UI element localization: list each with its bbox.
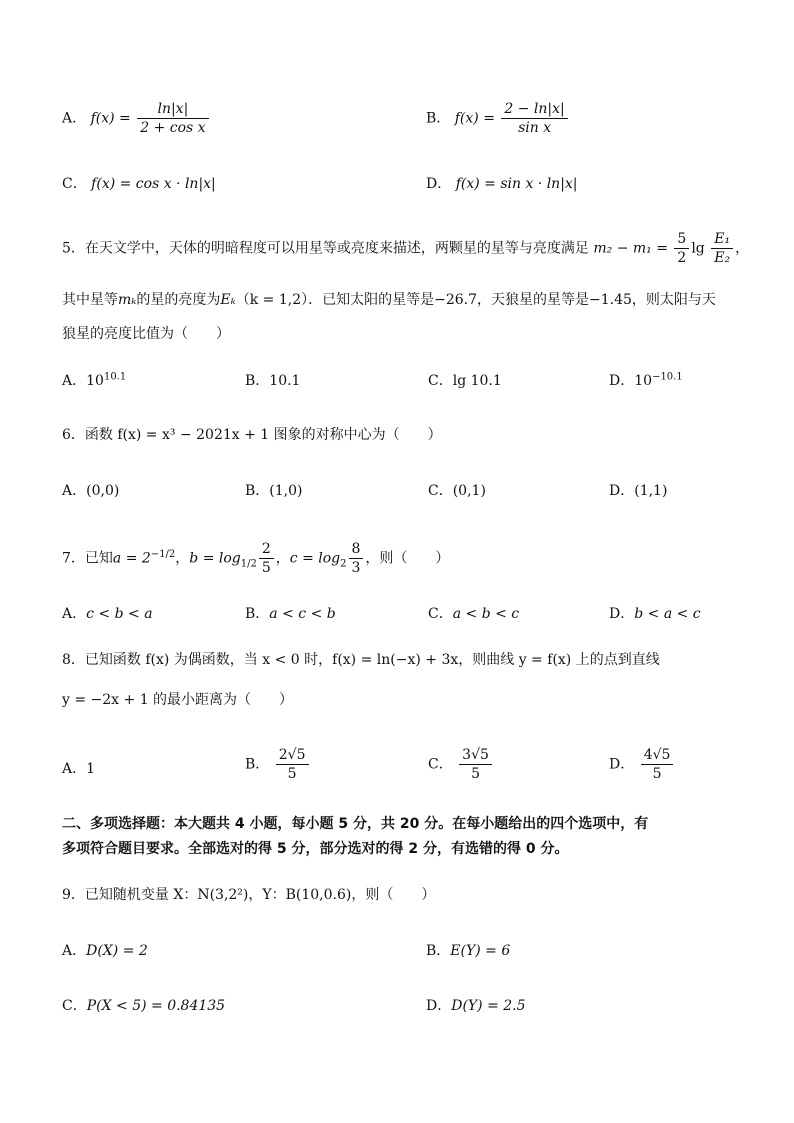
q5-option-b: [245, 370, 300, 390]
fraction-numerator: 2 − ln|x|: [501, 100, 567, 119]
fraction-denominator: 5: [261, 560, 271, 576]
q6-option-c: [428, 480, 486, 500]
option-text: b < a < c: [634, 606, 701, 622]
q8-option-d: [609, 746, 675, 783]
fraction: [349, 540, 364, 577]
option-label: C．: [62, 998, 87, 1014]
q8-option-b: [245, 746, 311, 783]
punct: ，: [735, 240, 750, 257]
option-text: f(x) = sin x · ln|x|: [455, 176, 578, 192]
q5-ek: Eₖ: [220, 292, 236, 308]
fraction-denominator: E₂: [714, 250, 731, 266]
fraction: [259, 540, 274, 577]
q8-option-c: [428, 746, 494, 783]
fraction: [459, 746, 492, 783]
q7-b-base: 1/2: [240, 558, 257, 570]
option-label: B．: [245, 756, 270, 773]
option-text: 1: [86, 761, 96, 777]
q5-stem-line1: [62, 230, 750, 267]
q8-option-a: [62, 758, 95, 778]
section2-heading-line1: 二、多项选择题：本大题共 4 小题，每小题 5 分，共 20 分。在每小题给出的四个选项中，有: [62, 816, 649, 832]
q7-stem: [62, 540, 732, 577]
q5-option-a: [62, 370, 126, 390]
option-label: A．: [62, 943, 87, 959]
fraction: [501, 100, 567, 137]
option-exponent: −10.1: [652, 371, 683, 383]
fraction: [276, 746, 309, 783]
option-label: A．: [62, 373, 87, 389]
fraction-numerator: 2√5: [276, 746, 309, 765]
option-text: lg 10.1: [452, 373, 502, 389]
option-text: c < b < a: [86, 606, 153, 622]
q9-option-d: [426, 995, 526, 1015]
q9-option-c: [62, 995, 225, 1015]
option-label: A．: [62, 761, 87, 777]
q5-sun-magnitude: −26.7: [434, 292, 478, 308]
option-text: 10: [86, 373, 104, 389]
option-label: D．: [609, 756, 635, 773]
q7-text: 7．已知: [62, 550, 113, 567]
q9-option-b: [426, 940, 510, 960]
q5-text: 5．在天文学中，天体的明暗程度可以用星等或亮度来描述，两颗星的星等与亮度满足: [62, 240, 589, 257]
option-label: D．: [609, 483, 635, 499]
q6-option-b: [245, 480, 303, 500]
fraction-denominator: 5: [652, 766, 662, 782]
fraction: [711, 230, 733, 267]
fraction-denominator: 5: [471, 766, 480, 782]
option-label: A．: [62, 110, 87, 127]
q5-stem-line2: [62, 290, 732, 310]
fraction-numerator: 8: [349, 540, 364, 559]
option-text: f(x) = cos x · ln|x|: [91, 176, 216, 192]
q7-option-b: [245, 603, 336, 623]
fraction-numerator: 4√5: [641, 746, 674, 765]
option-label: A．: [62, 606, 87, 622]
q8-stem-line1: 8．已知函数 f(x) 为偶函数，当 x < 0 时，f(x) = ln(−x) + 3x，则曲线 y = f(x) 上的点到直线: [62, 652, 660, 668]
fraction: [137, 100, 208, 137]
option-label: C．: [428, 373, 453, 389]
q4-option-a: [62, 100, 211, 137]
fraction-numerator: E₁: [711, 230, 733, 249]
option-label: C．: [428, 483, 453, 499]
option-label: D．: [609, 606, 635, 622]
option-text: (0,0): [86, 483, 120, 499]
q4-option-c: [62, 173, 216, 193]
q5-text: 其中星等: [62, 292, 118, 308]
fraction-numerator: 5: [674, 230, 689, 249]
q7-c-base: 2: [340, 558, 347, 570]
option-text: a < b < c: [452, 606, 520, 622]
option-text: a < c < b: [269, 606, 336, 622]
punct: ，: [175, 550, 190, 567]
option-label: B．: [245, 606, 270, 622]
lg-text: lg: [691, 240, 705, 257]
fraction: [674, 230, 689, 267]
option-label: C．: [428, 756, 453, 773]
q7-a-expr: a = 2: [112, 550, 151, 567]
option-label: A．: [62, 483, 87, 499]
option-text: (1,0): [269, 483, 303, 499]
q8-stem-line2: y = −2x + 1 的最小距离为（ ）: [62, 692, 294, 708]
option-label: B．: [426, 110, 451, 127]
option-label: C．: [428, 606, 453, 622]
q4-option-b: [426, 100, 570, 137]
fraction-denominator: 3: [351, 560, 361, 576]
q5-text: ，天狼星的星等是: [477, 292, 590, 308]
fraction-numerator: 3√5: [459, 746, 492, 765]
option-func: f(x) =: [454, 110, 495, 127]
q7-b-expr: b = log: [189, 550, 241, 567]
q6-option-a: [62, 480, 119, 500]
option-exponent: 10.1: [103, 371, 127, 383]
option-text: 10.1: [269, 373, 301, 389]
fraction-denominator: 5: [287, 766, 297, 782]
q5-text: （k = 1,2）．已知太阳的星等是: [235, 292, 435, 308]
q6-option-d: [609, 480, 667, 500]
q5-text: ，则太阳与天: [631, 292, 716, 308]
q7-a-exponent: −1/2: [150, 548, 176, 560]
option-label: B．: [426, 943, 451, 959]
option-label: B．: [245, 373, 270, 389]
section2-heading-line2: 多项符合题目要求。全部选对的得 5 分，部分选对的得 2 分，有选错的得 0 分。: [62, 841, 569, 857]
q5-text: 的星的亮度为: [136, 292, 221, 308]
option-text: E(Y) = 6: [450, 943, 511, 959]
option-text: (0,1): [452, 483, 486, 499]
q6-stem: 6．函数 f(x) = x³ − 2021x + 1 图象的对称中心为（ ）: [62, 427, 442, 443]
fraction-denominator: sin x: [518, 120, 552, 136]
option-label: C．: [62, 176, 87, 192]
q7-text: ，则（ ）: [365, 550, 450, 567]
q9-option-a: [62, 940, 148, 960]
option-label: D．: [426, 998, 452, 1014]
option-text: (1,1): [634, 483, 668, 499]
option-label: D．: [426, 176, 452, 192]
q7-c-expr: c = log: [289, 550, 341, 567]
option-label: B．: [245, 483, 270, 499]
option-text: 10: [634, 373, 653, 389]
q4-option-d: [426, 173, 578, 193]
option-text: D(X) = 2: [86, 943, 148, 959]
fraction: [641, 746, 674, 783]
q5-option-d: [609, 370, 683, 390]
option-label: D．: [609, 373, 635, 389]
punct: ，: [275, 550, 290, 567]
fraction-denominator: 2 + cos x: [140, 120, 206, 136]
q5-formula-lhs: m₂ − m₁ =: [593, 240, 668, 257]
q7-option-d: [609, 603, 701, 623]
option-text: D(Y) = 2.5: [451, 998, 526, 1014]
fraction-numerator: 2: [259, 540, 274, 559]
q9-stem: 9．已知随机变量 X：N(3,2²)，Y：B(10,0.6)，则（ ）: [62, 887, 436, 903]
q7-option-c: [428, 603, 519, 623]
q5-sirius-magnitude: −1.45: [589, 292, 632, 308]
q5-stem-line3: 狼星的亮度比值为（ ）: [62, 326, 230, 342]
fraction-numerator: ln|x|: [137, 100, 208, 119]
q5-option-c: [428, 370, 502, 390]
option-func: f(x) =: [90, 110, 131, 127]
q5-mk: mₖ: [118, 292, 137, 308]
fraction-denominator: 2: [677, 250, 687, 266]
option-text: P(X < 5) = 0.84135: [86, 998, 226, 1014]
q7-option-a: [62, 603, 153, 623]
